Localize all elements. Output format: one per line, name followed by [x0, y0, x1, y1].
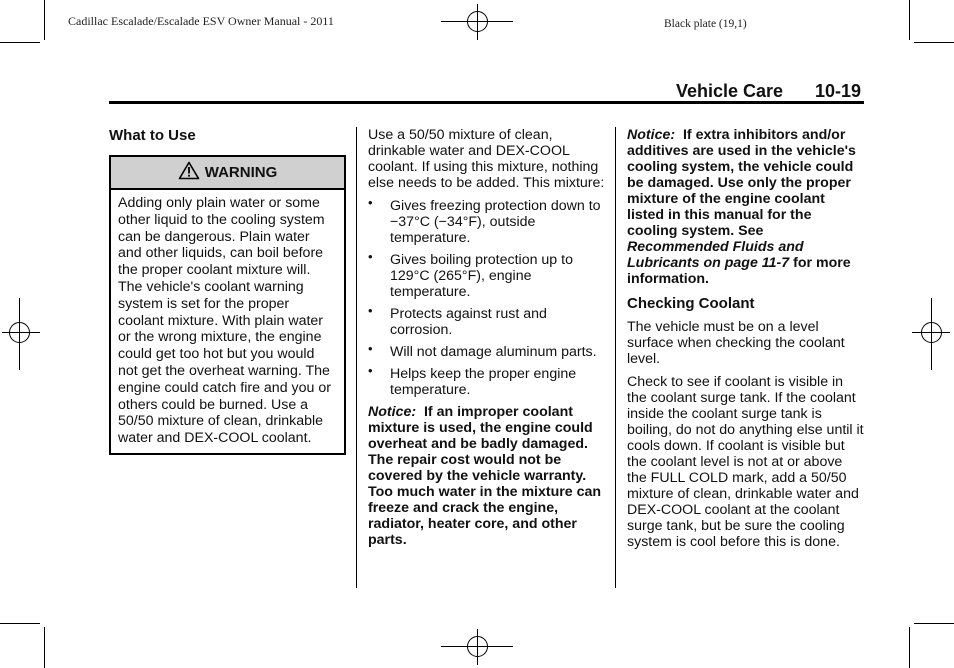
warning-title: WARNING	[204, 164, 278, 181]
notice-paragraph	[627, 127, 865, 287]
notice-label: Notice:	[368, 404, 417, 420]
section-heading: What to Use	[109, 127, 196, 144]
column-1	[109, 127, 345, 455]
cross-reference-link[interactable]: Recommended Fluids and Lubricants on page 11-7	[627, 239, 804, 271]
benefits-list	[368, 198, 606, 398]
section-title: Vehicle Care	[676, 81, 784, 101]
paragraph: The vehicle must be on a level surface when checking the coolant level.	[627, 319, 845, 367]
warning-triangle-icon	[178, 161, 200, 184]
list-item: • Gives freezing protection down to −37°C (−34°F), outside temperature.	[368, 198, 606, 246]
column-divider	[356, 127, 357, 588]
warning-header	[111, 157, 344, 190]
page-number: 10-19	[815, 81, 862, 101]
plate-label: Black plate (19,1)	[664, 18, 747, 30]
mixture-intro: Use a 50/50 mixture of clean, drinkable water and DEX-COOL coolant. If using this mixture, nothing else needs to be added. This mixture:	[368, 127, 605, 191]
list-item: • Gives boiling protection up to 129°C (265°F), engine temperature.	[368, 252, 606, 300]
notice-text: for more information.	[627, 255, 851, 287]
column-2	[368, 127, 606, 548]
paragraph: Check to see if coolant is visible in the coolant surge tank. If the coolant inside the coolant surge tank is boiling, do not do anything else until it cools down. If coolant is visible but the coolant level is not at or above the FULL COLD mark, add a 50/50 mixture of clean, drinkable water and DEX-COOL coolant at the coolant surge tank, but be sure the cooling system is cool before this is done.	[627, 374, 864, 550]
column-3	[627, 127, 865, 550]
column-divider	[615, 127, 616, 588]
section-heading: Checking Coolant	[627, 295, 755, 312]
header-rule	[109, 101, 864, 104]
notice-text: If an improper coolant mixture is used, the engine could overheat and be badly damaged. The repair cost would not be covered by the vehicle warranty. Too much water in the mixture can freeze and crack the engine, radiator, heater core, and other parts.	[368, 404, 602, 548]
list-item: • Helps keep the proper engine temperature.	[368, 366, 606, 398]
warning-box	[109, 155, 346, 455]
list-item: • Protects against rust and corrosion.	[368, 306, 606, 338]
manual-title: Cadillac Escalade/Escalade ESV Owner Manual - 2011	[68, 14, 334, 28]
warning-text: Adding only plain water or some other liquid to the cooling system can be dangerous. Plain water and other liquids, can boil before the proper coolant mixture will. The vehicle's coolant warning system is set for the proper coolant mixture. With plain water or the wrong mixture, the engine could get too hot but you would not get the overheat warning. The engine could catch fire and you or others could be burned. Use a 50/50 mixture of clean, drinkable water and DEX-COOL coolant.	[118, 195, 331, 447]
notice-text: If extra inhibitors and/or additives are used in the vehicle's cooling system, the vehicle could be damaged. Use only the proper mixture of the engine coolant listed in this manual for the cooling system. See	[627, 127, 856, 239]
notice-label: Notice:	[627, 127, 676, 143]
notice-paragraph	[368, 404, 606, 548]
list-item: • Will not damage aluminum parts.	[368, 344, 606, 360]
